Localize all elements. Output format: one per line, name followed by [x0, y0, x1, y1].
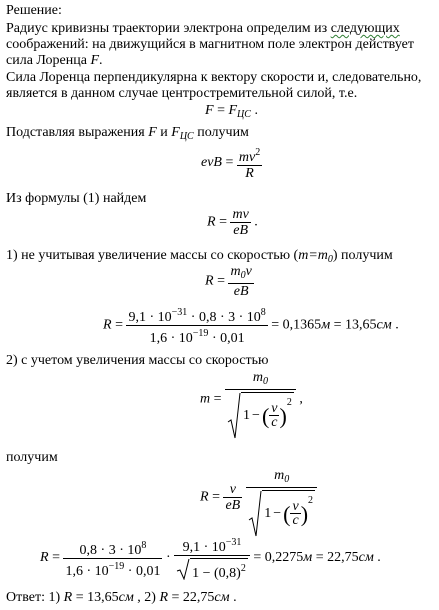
r5-result-m: = 0,2275 [249, 550, 304, 565]
case1-mass: m=m [298, 248, 328, 263]
answer-r2: R [159, 590, 168, 605]
equation-force [205, 103, 258, 120]
evb-lhs: evB [201, 155, 222, 170]
eq-rhs: F [228, 103, 238, 118]
r5-eq: = [48, 550, 64, 565]
r4-paren-open: ( [283, 501, 291, 527]
r4-num2-sub: 0 [284, 474, 290, 485]
r5-lhs: R [40, 550, 49, 565]
answer-label: Ответ: 1) [6, 590, 64, 605]
r1-eq: = [215, 214, 231, 230]
equation-R3 [103, 305, 399, 346]
answer-sep: , 2) [133, 590, 160, 605]
r3-num-sup: −31 [171, 307, 188, 318]
r4-sqrt [248, 490, 315, 527]
answer-r1: R [63, 590, 73, 605]
r5-f1-num-sup: 8 [141, 539, 147, 551]
para1-line2: соображений: на движущийся в магнитном поле электрон действует [6, 37, 414, 52]
r5-f1-num: 0,8 · 3 · 10 [79, 542, 142, 558]
r4-num: v [229, 482, 236, 498]
spellcheck-word: следующих [330, 21, 400, 36]
equation-mass [200, 370, 303, 429]
answer-value2: = 22,75 [168, 590, 215, 605]
m-minus: − [252, 408, 260, 423]
subst-text-e: получим [193, 125, 249, 140]
r2-num-sub: 0 [240, 270, 246, 281]
r4-minus: − [273, 506, 282, 521]
r4-lhs: R [200, 489, 209, 505]
r4-eq: = [208, 489, 224, 505]
equation-R4 [200, 468, 317, 527]
case1-text-c: ) получим [332, 248, 393, 263]
m-v: v [271, 401, 278, 417]
eq-dot: . [250, 103, 258, 118]
para1-line1-text: Радиус кривизны траектории электрона определим из [6, 21, 331, 36]
r5-f1-den: 1,6 · 10 [65, 563, 109, 579]
substitution-line [6, 125, 249, 144]
m-lhs: m [200, 391, 211, 407]
subst-text-a: Подставляя выражения [6, 125, 149, 140]
r5-result-cm: = 22,75 [312, 550, 359, 565]
r4-num2: m [274, 468, 285, 483]
r1-dot: . [250, 214, 258, 230]
evb-fraction [237, 145, 262, 181]
obtain-line: получим [6, 450, 58, 465]
r5-unit-cm: см [358, 550, 374, 565]
from-formula-line: Из формулы (1) найдем [6, 191, 147, 206]
r4-vc-fraction [290, 500, 300, 527]
equation-R1 [207, 207, 258, 238]
r5-unit-m: м [303, 550, 313, 565]
m-sqrt [227, 392, 294, 429]
answer-unit2: см [214, 590, 230, 605]
para1-line3-text: сила Лоренца [6, 53, 91, 68]
para1-line3 [6, 53, 103, 68]
r5-fraction-2 [174, 535, 250, 581]
r1-fraction [230, 207, 250, 238]
equation-R5 [40, 535, 381, 581]
m-paren-open: ( [261, 403, 270, 429]
subst-force: F [148, 125, 157, 140]
r3-fraction [126, 305, 267, 346]
evb-num-sup: 2 [255, 147, 261, 158]
r2-num-m: m [230, 264, 241, 279]
r2-num-v: v [245, 264, 252, 279]
m-num: m [252, 370, 263, 385]
case2-line: 2) с учетом увеличения массы со скоростью [6, 353, 269, 368]
r5-multiply: · [162, 550, 175, 565]
r3-den-sup: −19 [192, 328, 209, 339]
r3-unit-cm: см [376, 317, 392, 333]
subst-and: и [156, 125, 172, 140]
r3-dot: . [391, 317, 399, 333]
m-fraction [225, 370, 296, 429]
r3-num-a: 9,1 · 10 [128, 310, 172, 325]
r4-fraction-1 [223, 482, 242, 513]
subst-force-cs-sub: ЦС [179, 131, 194, 142]
r5-f1-den2: · 0,01 [124, 563, 161, 579]
r2-fraction [228, 264, 253, 299]
para2-line1: Сила Лоренца перпендикулярна к вектору скорости и, следовательно, [6, 70, 422, 85]
r5-fraction-1 [63, 538, 162, 579]
r4-square: 2 [308, 495, 314, 506]
r2-lhs: R [205, 273, 214, 289]
answer-value1: = 13,65 [72, 590, 119, 605]
subst-force-cs: F [171, 125, 180, 140]
m-comma: , [295, 391, 303, 407]
eq-rhs-sub: ЦС [237, 109, 251, 120]
m-num-sub: 0 [262, 376, 268, 387]
r3-result-m: = 0,1365 [267, 317, 322, 333]
m-paren-close: ) [279, 403, 287, 429]
r5-sqrt [176, 558, 248, 581]
r5-f2-rest: − (0,8) [199, 566, 241, 581]
r5-f2-num-sup: −31 [225, 537, 242, 548]
period: . [99, 53, 103, 68]
equation-evb [201, 145, 262, 181]
r3-den-b: · 0,01 [208, 331, 245, 346]
r5-f2-one: 1 [192, 566, 200, 581]
evb-eq: = [221, 155, 237, 170]
r4-one: 1 [264, 506, 272, 521]
r5-f2-num: 9,1 · 10 [182, 540, 226, 555]
force-symbol: F [90, 53, 100, 68]
m-one: 1 [243, 408, 251, 423]
answer-unit1: см [118, 590, 134, 605]
case1-text-a: 1) не учитывая увеличение массы со скоростью ( [6, 248, 299, 263]
evb-den: R [237, 165, 262, 181]
m-eq: = [210, 391, 226, 407]
m-c: c [271, 415, 278, 431]
evb-num: mv [238, 150, 256, 165]
r1-den: eB [230, 222, 250, 238]
m-square: 2 [286, 397, 292, 408]
case1-line [6, 248, 393, 267]
r2-eq: = [213, 273, 229, 289]
r5-f2-square: 2 [240, 563, 246, 574]
m-vc-fraction [269, 402, 279, 429]
r3-den-a: 1,6 · 10 [149, 331, 193, 346]
r3-lhs: R [103, 317, 112, 333]
case1-mass-sub: 0 [327, 254, 333, 265]
r5-dot: . [373, 550, 381, 565]
eq-sign: = [213, 103, 229, 118]
r4-v: v [292, 499, 299, 515]
equation-R2 [205, 264, 254, 299]
r3-num-sup2: 8 [260, 307, 266, 318]
r4-den: eB [225, 498, 241, 514]
r4-fraction-2 [246, 468, 317, 527]
heading: Решение: [6, 3, 62, 18]
r4-paren-close: ) [300, 501, 309, 527]
answer-line [6, 590, 237, 605]
r3-eq: = [111, 317, 127, 333]
r3-unit-m: м [321, 317, 331, 333]
r3-result-cm: = 13,65 [330, 317, 377, 333]
para2-line2: является в данном случае центростремительной силой, т.е. [6, 86, 358, 101]
r4-c: c [292, 513, 299, 529]
r3-num-b: · 0,8 · 3 · 10 [187, 310, 261, 325]
r1-lhs: R [207, 214, 216, 230]
r5-f1-den-sup: −19 [108, 560, 125, 572]
eq-lhs: F [205, 103, 214, 118]
r2-den: eB [228, 283, 253, 299]
r1-num: mv [232, 207, 249, 222]
para1-line1 [6, 21, 400, 36]
answer-dot: . [229, 590, 237, 605]
